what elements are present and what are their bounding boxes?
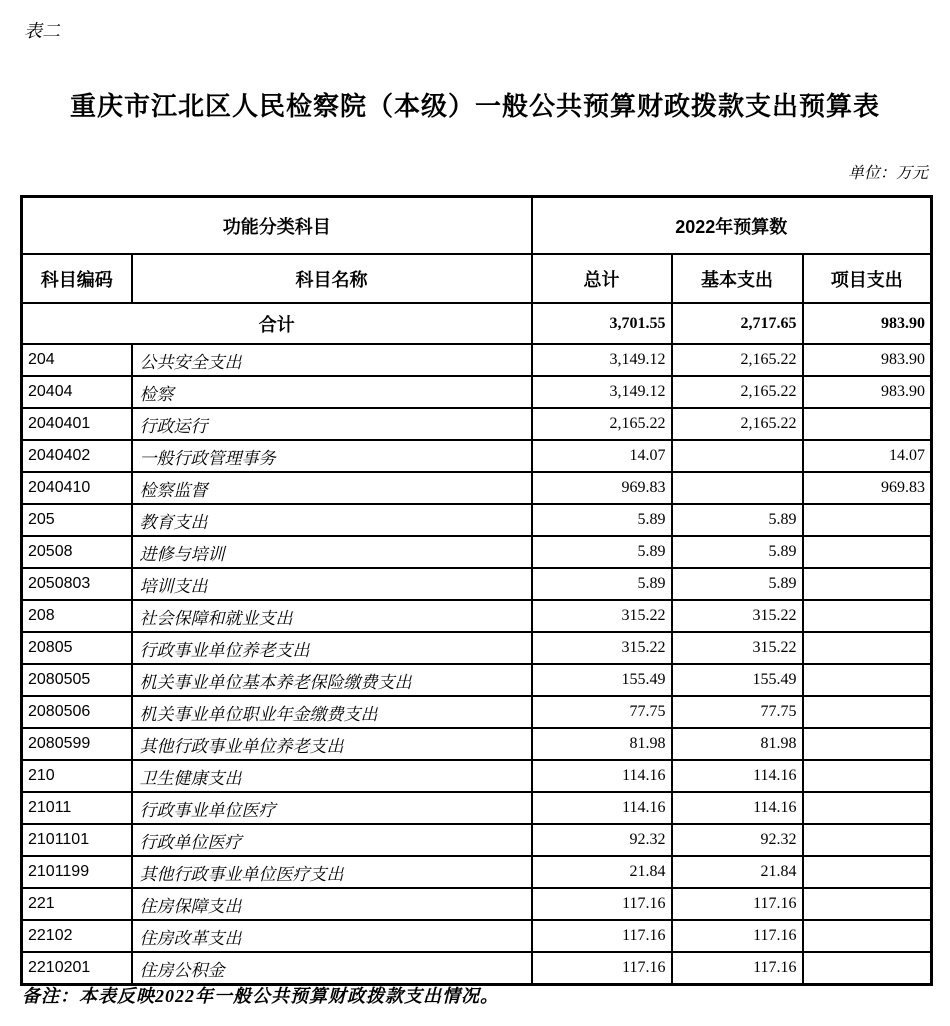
cell-total: 5.89 <box>532 568 672 600</box>
cell-project <box>803 728 932 760</box>
page-label: 表二 <box>24 21 60 41</box>
table-row <box>22 952 932 985</box>
header-col-total: 总计 <box>532 254 672 303</box>
budget-table <box>20 195 933 986</box>
cell-basic: 2,165.22 <box>672 344 803 376</box>
table-row <box>22 600 932 632</box>
total-row-total: 3,701.55 <box>532 303 672 344</box>
cell-total: 5.89 <box>532 504 672 536</box>
cell-total: 315.22 <box>532 632 672 664</box>
total-row-basic: 2,717.65 <box>672 303 803 344</box>
cell-code: 22102 <box>22 920 132 952</box>
cell-basic: 315.22 <box>672 632 803 664</box>
unit-label: 单位：万元 <box>847 165 928 182</box>
cell-basic: 92.32 <box>672 824 803 856</box>
cell-project <box>803 600 932 632</box>
table-row <box>22 632 932 664</box>
cell-total: 14.07 <box>532 440 672 472</box>
cell-name: 行政事业单位医疗 <box>132 792 532 824</box>
cell-code: 2080599 <box>22 728 132 760</box>
cell-basic: 117.16 <box>672 952 803 985</box>
cell-name: 卫生健康支出 <box>132 760 532 792</box>
cell-code: 2101101 <box>22 824 132 856</box>
cell-project <box>803 888 932 920</box>
cell-project <box>803 504 932 536</box>
header-col-name: 科目名称 <box>132 254 532 303</box>
cell-name: 机关事业单位基本养老保险缴费支出 <box>132 664 532 696</box>
cell-total: 81.98 <box>532 728 672 760</box>
cell-basic <box>672 440 803 472</box>
cell-name: 进修与培训 <box>132 536 532 568</box>
cell-name: 检察 <box>132 376 532 408</box>
cell-basic <box>672 472 803 504</box>
cell-basic: 2,165.22 <box>672 376 803 408</box>
table-row <box>22 792 932 824</box>
table-row <box>22 888 932 920</box>
cell-basic: 77.75 <box>672 696 803 728</box>
cell-total: 2,165.22 <box>532 408 672 440</box>
cell-basic: 21.84 <box>672 856 803 888</box>
table-row <box>22 408 932 440</box>
cell-basic: 5.89 <box>672 504 803 536</box>
table-row <box>22 504 932 536</box>
cell-total: 92.32 <box>532 824 672 856</box>
header-col-project: 项目支出 <box>803 254 932 303</box>
cell-code: 20404 <box>22 376 132 408</box>
page-title: 重庆市江北区人民检察院（本级）一般公共预算财政拨款支出预算表 <box>69 91 880 121</box>
cell-project <box>803 824 932 856</box>
cell-code: 205 <box>22 504 132 536</box>
cell-project: 983.90 <box>803 376 932 408</box>
cell-name: 检察监督 <box>132 472 532 504</box>
cell-code: 2080505 <box>22 664 132 696</box>
cell-total: 77.75 <box>532 696 672 728</box>
cell-project: 983.90 <box>803 344 932 376</box>
cell-name: 一般行政管理事务 <box>132 440 532 472</box>
table-row <box>22 440 932 472</box>
cell-project <box>803 920 932 952</box>
cell-total: 5.89 <box>532 536 672 568</box>
footer-note: 备注：本表反映2022年一般公共预算财政拨款支出情况。 <box>22 986 499 1006</box>
cell-project <box>803 568 932 600</box>
cell-code: 2040401 <box>22 408 132 440</box>
table-row <box>22 376 932 408</box>
table-row <box>22 472 932 504</box>
cell-project <box>803 696 932 728</box>
cell-basic: 315.22 <box>672 600 803 632</box>
cell-project <box>803 856 932 888</box>
cell-code: 221 <box>22 888 132 920</box>
cell-basic: 5.89 <box>672 536 803 568</box>
table-row <box>22 920 932 952</box>
cell-code: 210 <box>22 760 132 792</box>
cell-project: 969.83 <box>803 472 932 504</box>
table-row <box>22 344 932 376</box>
cell-name: 住房保障支出 <box>132 888 532 920</box>
header-function-group: 功能分类科目 <box>22 197 532 255</box>
cell-code: 20508 <box>22 536 132 568</box>
cell-project: 14.07 <box>803 440 932 472</box>
header-col-code: 科目编码 <box>22 254 132 303</box>
cell-total: 117.16 <box>532 888 672 920</box>
cell-project <box>803 664 932 696</box>
cell-total: 3,149.12 <box>532 376 672 408</box>
cell-basic: 117.16 <box>672 920 803 952</box>
cell-name: 行政运行 <box>132 408 532 440</box>
table-row <box>22 824 932 856</box>
cell-total: 21.84 <box>532 856 672 888</box>
cell-total: 117.16 <box>532 952 672 985</box>
cell-code: 21011 <box>22 792 132 824</box>
cell-basic: 81.98 <box>672 728 803 760</box>
table-row <box>22 760 932 792</box>
header-budget-group: 2022年预算数 <box>532 197 932 255</box>
cell-code: 2040402 <box>22 440 132 472</box>
cell-code: 2101199 <box>22 856 132 888</box>
cell-basic: 155.49 <box>672 664 803 696</box>
cell-name: 其他行政事业单位医疗支出 <box>132 856 532 888</box>
cell-project <box>803 632 932 664</box>
cell-total: 114.16 <box>532 792 672 824</box>
cell-total: 315.22 <box>532 600 672 632</box>
cell-name: 机关事业单位职业年金缴费支出 <box>132 696 532 728</box>
cell-code: 204 <box>22 344 132 376</box>
cell-total: 155.49 <box>532 664 672 696</box>
cell-name: 行政事业单位养老支出 <box>132 632 532 664</box>
cell-basic: 5.89 <box>672 568 803 600</box>
table-row <box>22 856 932 888</box>
cell-name: 行政单位医疗 <box>132 824 532 856</box>
cell-name: 社会保障和就业支出 <box>132 600 532 632</box>
cell-basic: 114.16 <box>672 792 803 824</box>
cell-name: 其他行政事业单位养老支出 <box>132 728 532 760</box>
table-row <box>22 536 932 568</box>
table-row <box>22 568 932 600</box>
cell-name: 公共安全支出 <box>132 344 532 376</box>
total-row-project: 983.90 <box>803 303 932 344</box>
cell-code: 20805 <box>22 632 132 664</box>
header-columns-row <box>22 254 932 303</box>
cell-name: 教育支出 <box>132 504 532 536</box>
table-row <box>22 696 932 728</box>
table-row <box>22 664 932 696</box>
cell-name: 住房改革支出 <box>132 920 532 952</box>
cell-project <box>803 792 932 824</box>
header-group-row <box>22 197 932 255</box>
cell-basic: 2,165.22 <box>672 408 803 440</box>
cell-code: 2040410 <box>22 472 132 504</box>
cell-total: 117.16 <box>532 920 672 952</box>
total-row <box>22 303 932 344</box>
cell-code: 208 <box>22 600 132 632</box>
cell-code: 2050803 <box>22 568 132 600</box>
cell-code: 2080506 <box>22 696 132 728</box>
cell-basic: 114.16 <box>672 760 803 792</box>
cell-project <box>803 536 932 568</box>
total-row-label: 合计 <box>22 303 532 344</box>
table-row <box>22 728 932 760</box>
cell-project <box>803 760 932 792</box>
cell-project <box>803 952 932 985</box>
cell-total: 3,149.12 <box>532 344 672 376</box>
cell-code: 2210201 <box>22 952 132 985</box>
cell-total: 969.83 <box>532 472 672 504</box>
cell-total: 114.16 <box>532 760 672 792</box>
cell-name: 住房公积金 <box>132 952 532 985</box>
cell-project <box>803 408 932 440</box>
cell-name: 培训支出 <box>132 568 532 600</box>
header-col-basic: 基本支出 <box>672 254 803 303</box>
cell-basic: 117.16 <box>672 888 803 920</box>
